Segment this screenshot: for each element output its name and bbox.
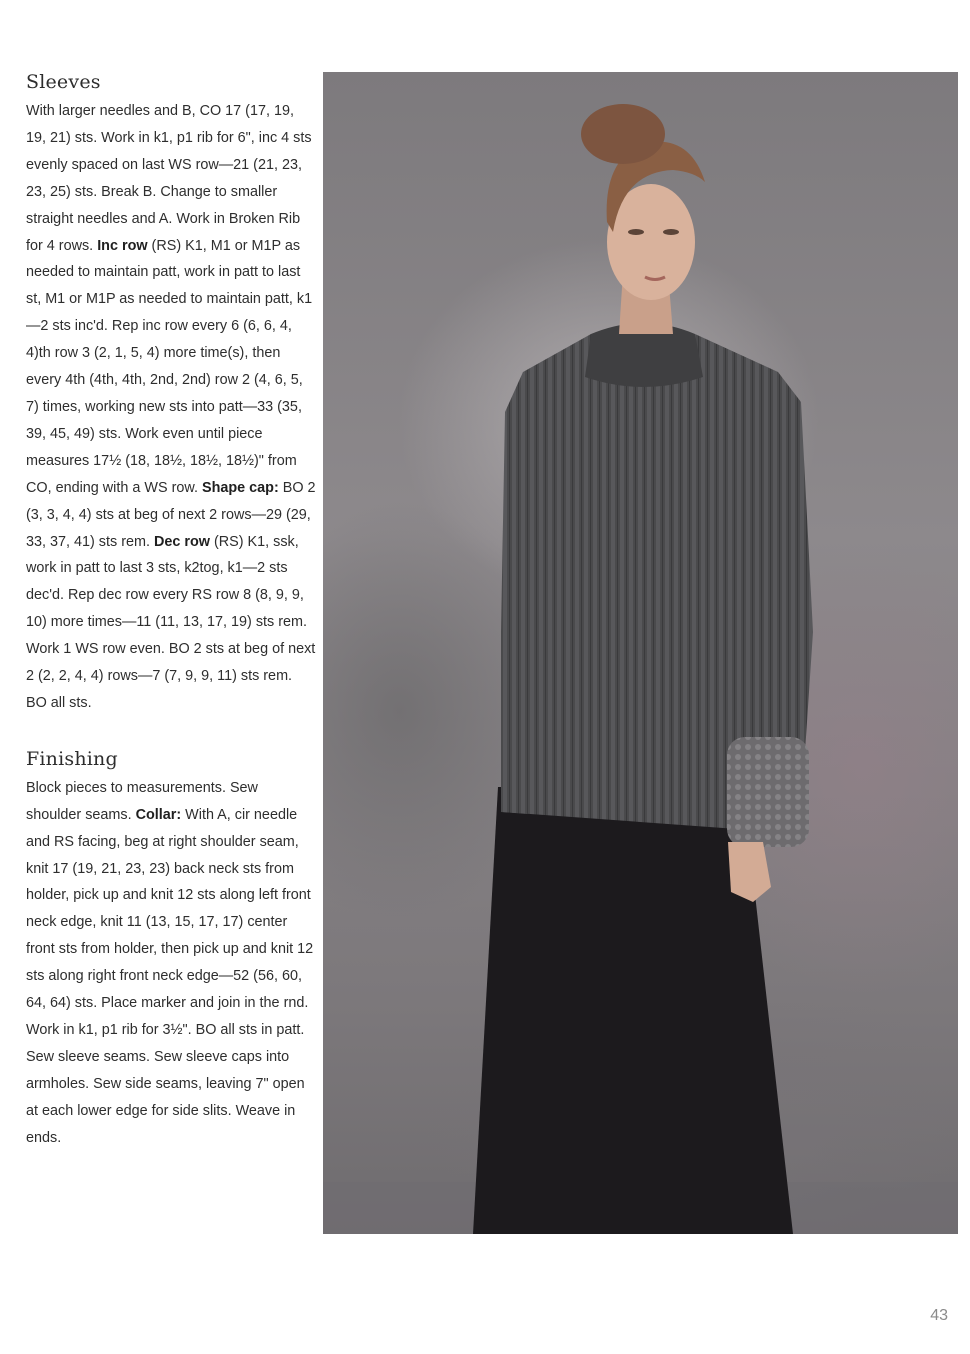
collar-label: Collar: xyxy=(135,806,182,823)
text-column xyxy=(26,66,316,1152)
model-illustration xyxy=(323,72,958,1234)
finishing-instructions: Block pieces to measurements. Sew shoulder seams. Collar: With A, cir needle and RS facing, beg at right shoulder seam, knit 17 (19, 21, 23, 23) back neck sts from holder, pick up and knit 12 sts along left front neck edge, knit 11 (13, 15, 17, 17) center front sts from holder, then pick up and knit 12 sts along right front neck edge—52 (56, 60, 64, 64) sts. Place marker and join in the rnd. Work in k1, p1 rib for 3½". BO all sts in patt. Sew sleeve seams. Sew sleeve caps into armholes. Sew side seams, leaving 7" open at each lower edge for side slits. Weave in ends. xyxy=(26,779,314,1146)
dec-row-label: Dec row xyxy=(153,533,210,550)
sleeves-heading: Sleeves xyxy=(26,71,101,93)
finishing-heading: Finishing xyxy=(26,747,118,770)
inc-row-label: Inc row xyxy=(97,237,148,254)
sweater-cuff xyxy=(727,737,809,847)
page-number: 43 xyxy=(930,1307,948,1324)
shape-cap-label: Shape cap: xyxy=(201,479,279,496)
model-photo xyxy=(323,72,958,1234)
sleeves-instructions: With larger needles and B, CO 17 (17, 19, 19, 21) sts. Work in k1, p1 rib for 6", inc 4 sts evenly spaced on last WS row—21 (21, 23, 23, 25) sts. Break B. Change to smaller straight needles and A. Work in Broken Rib for 4 rows. Inc row (RS) K1, M1 or M1P as needed to maintain patt, work in patt to last st, M1 or M1P as needed to maintain patt, k1—2 sts inc'd. Rep inc row every 6 (6, 6, 4, 4)th row 3 (2, 1, 5, 4) more time(s), then every 4th (4th, 4th, 2nd, 2nd) row 2 (4, 6, 5, 7) times, working new sts into patt—33 (35, 39, 45, 49) sts. Work even until piece measures 17½ (18, 18½, 18½, 18½)" from CO, ending with a WS row. Shape cap: BO 2 (3, 3, 4, 4) sts at beg of next 2 rows—29 (29, 33, 37, 41) sts rem. Dec row (RS) K1, ssk, work in patt to last 3 sts, k2tog, k1—2 sts dec'd. Rep dec row every RS row 8 (8, 9, 9, 10) more times—11 (11, 13, 17, 19) sts rem. Work 1 WS row even. BO 2 sts at beg of next 2 (2, 2, 4, 4) rows—7 (7, 9, 9, 11) sts rem. BO all sts. xyxy=(26,103,316,711)
